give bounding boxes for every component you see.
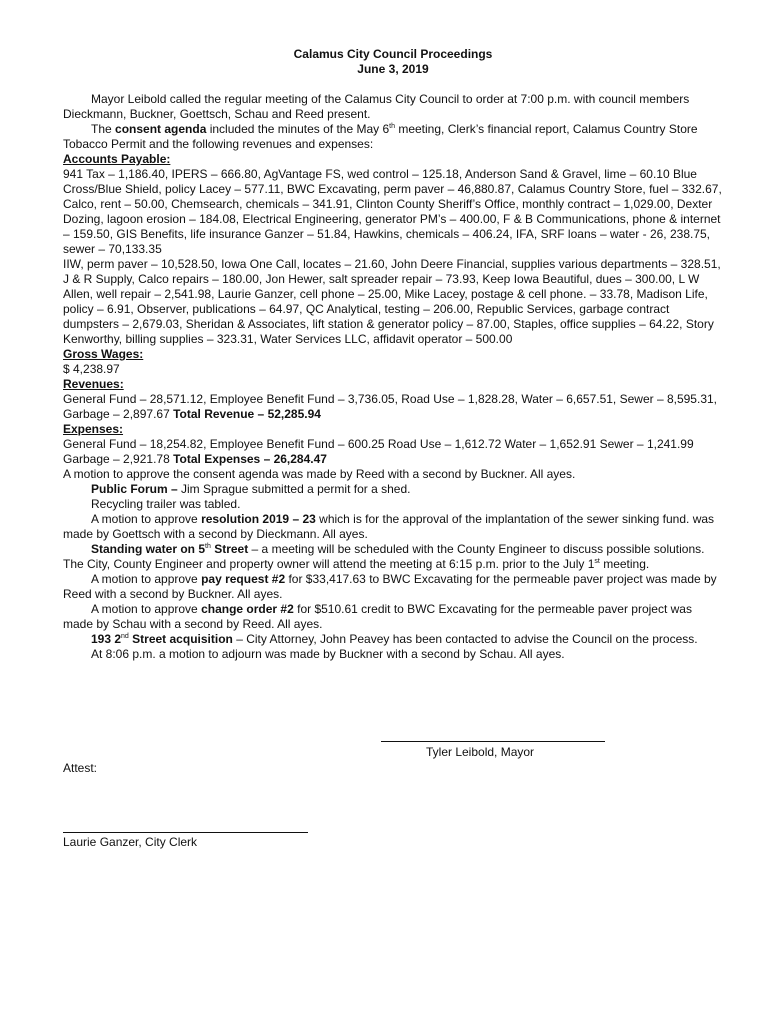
change-order-motion: A motion to approve change order #2 for $510.61 credit to BWC Excavating for the permeable paver project was made by Schau with a second by Reed. All ayes. [63,602,692,631]
intro-paragraph: Mayor Leibold called the regular meeting of the Calamus City Council to order at 7:00 p.m. with council members Dieckmann, Buckner, Goettsch, Schau and Reed present. [63,92,690,121]
pay-request-motion: A motion to approve pay request #2 for $33,417.63 to BWC Excavating for the permeable paver project was made by Reed with a second by Buckner. All ayes. [63,572,717,601]
resolution-motion: A motion to approve resolution 2019 – 23 which is for the approval of the implantation of the sewer sinking fund. was made by Goettsch with a second by Dieckmann. All ayes. [63,512,715,541]
street-acquisition-item: 193 2nd Street acquisition – City Attorney, John Peavey has been contacted to advise the Council on the process. [91,632,698,646]
consent-agenda-paragraph: The consent agenda included the minutes of the May 6th meeting, Clerk’s financial report, Calamus Country Store Tobacco Permit and the following revenues and expenses: [63,122,698,151]
recycling-note: Recycling trailer was tabled. [91,497,241,511]
document-title: Calamus City Council Proceedings [293,47,493,61]
public-forum: Public Forum – Jim Sprague submitted a permit for a shed. [91,482,411,496]
total-revenue: Total Revenue – 52,285.94 [173,407,321,421]
mayor-signature-name: Tyler Leibold, Mayor [426,745,535,759]
accounts-payable-list-2: IIW, perm paver – 10,528.50, Iowa One Call, locates – 21.60, John Deere Financial, supplies various departments – 328.51, J & R Supply, Calco repairs – 180.00, Jon Hewer, salt spreader repair – 73.93, Keep Iowa Beautiful, dues – 300.00, L W Allen, well repair – 2,541.98, Laurie Ganzer, cell phone – 25.00, Mike Lacey, postage & cell phone. – 33.78, Madison Life, policy – 6.91, Observer, publications – 64.97, QC Analytical, testing – 206.00, Republic Services, garbage contract dumpsters – 2,679.03, Sheridan & Associates, lift station & generator policy – 87.00, Staples, office supplies – 64.22, Story Kenworthy, billing supplies – 323.31, Water Services LLC, affidavit operator – 500.00 [63,257,721,346]
expenses-list: General Fund – 18,254.82, Employee Benefit Fund – 600.25 Road Use – 1,612.72 Water – 1,652.91 Sewer – 1,241.99 Garbage – 2,921.78 Total Expenses – 26,284.47 [63,437,694,466]
accounts-payable-list-1: 941 Tax – 1,186.40, IPERS – 666.80, AgVantage FS, wed control – 125.18, Anderson Sand & Gravel, lime – 60.10 Blue Cross/Blue Shield, policy Lacey – 577.11, BWC Excavating, perm paver – 46,880.87, Calamus Country Store, fuel – 332.67, Calco, rent – 50.00, Chemsearch, chemicals – 341.91, Clinton County Sheriff’s Office, monthly contract – 1,029.00, Dexter Dozing, lagoon erosion – 184.08, Electrical Engineering, generator PM’s – 400.00, F & B Communications, phone & internet – 159.50, GIS Benefits, life insurance Ganzer – 51.84, Hawkins, chemicals – 406.24, IFA, SRF loans – water - 26, 238.75, sewer – 70,133.35 [63,167,722,256]
revenues-heading: Revenues: [63,377,124,391]
document-date: June 3, 2019 [357,62,429,76]
standing-water-item: Standing water on 5th Street – a meeting will be scheduled with the County Engineer to discuss possible solutions. The City, County Engineer and property owner will attend the meeting at 6:15 p.m. prior to the July 1st meeting. [63,542,705,571]
proceedings-document [63,47,723,662]
revenues-list: General Fund – 28,571.12, Employee Benefit Fund – 3,736.05, Road Use – 1,828.28, Water – 6,657.51, Sewer – 8,595.31, Garbage – 2,897.67 Total Revenue – 52,285.94 [63,392,717,421]
clerk-signature-name: Laurie Ganzer, City Clerk [63,835,198,849]
total-expenses: Total Expenses – 26,284.47 [173,452,327,466]
mayor-signature-line [381,741,605,742]
gross-wages-value: $ 4,238.97 [63,362,120,376]
gross-wages-heading: Gross Wages: [63,347,144,361]
expenses-heading: Expenses: [63,422,124,436]
accounts-payable-heading: Accounts Payable: [63,152,171,166]
attest-label: Attest: [63,761,98,775]
clerk-signature-line [63,832,308,833]
consent-motion: A motion to approve the consent agenda was made by Reed with a second by Buckner. All ayes. [63,467,576,481]
adjourn-motion: At 8:06 p.m. a motion to adjourn was made by Buckner with a second by Schau. All ayes. [91,647,565,661]
